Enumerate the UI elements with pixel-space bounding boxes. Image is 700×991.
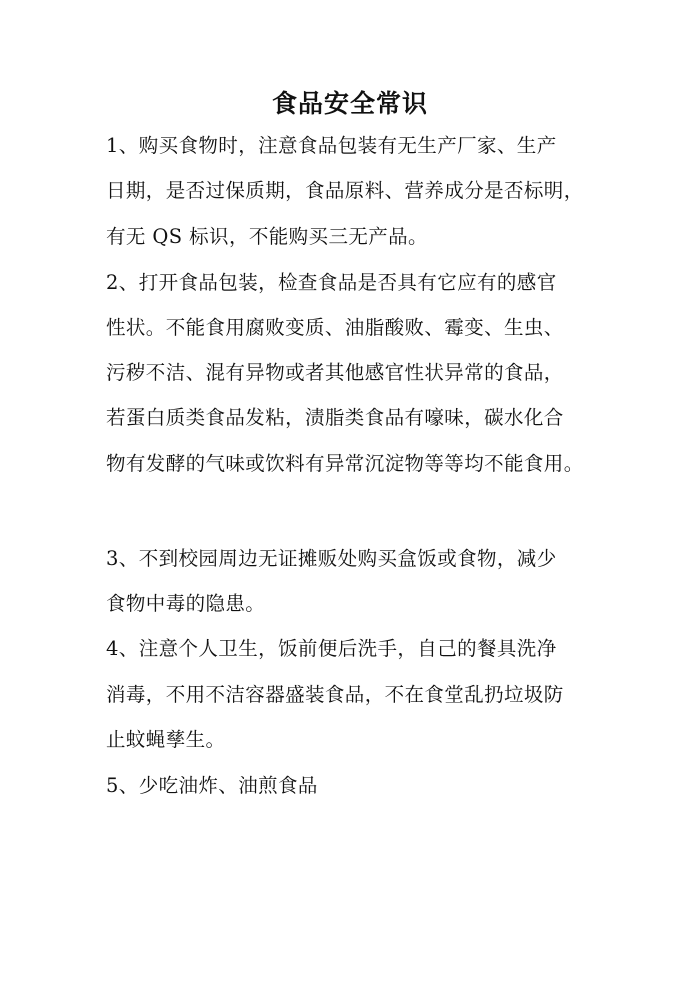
page-title: 食品安全常识 [271,89,428,118]
item-1-line-1: 1、购买食物时，注意食品包装有无生产厂家、生产 [106,134,557,157]
item-4-line-2: 消毒，不用不洁容器盛装食品，不在食堂乱扔垃圾防 [106,683,564,706]
item-5-line-1: 5、少吃油炸、油煎食品 [106,774,318,797]
item-2-line-4: 若蛋白质类食品发粘，渍脂类食品有嚎味，碳水化合 [106,406,564,429]
item-3-line-1: 3、不到校园周边无证摊贩处购买盒饭或食物，减少 [106,547,557,570]
item-4-line-3: 止蚊蝇孳生。 [106,728,226,751]
item-4-line-1: 4、注意个人卫生，饭前便后洗手，自己的餐具洗净 [106,637,557,660]
item-2-line-2: 性状。不能食用腐败变质、油脂酸败、霉变、生虫、 [106,316,564,339]
item-1-line-2: 日期，是否过保质期，食品原料、营养成分是否标明， [106,179,584,202]
item-2-line-5: 物有发酵的气味或饮料有异常沉淀物等等均不能食用。 [106,452,584,475]
item-3-line-2: 食物中毒的隐患。 [106,592,266,615]
item-1-line-3: 有无 QS 标识，不能购买三无产品。 [106,225,428,248]
item-2-line-3: 污秽不洁、混有异物或者其他感官性状异常的食品， [106,361,564,384]
item-2-line-1: 2、打开食品包装，检查食品是否具有它应有的感官 [106,271,557,294]
